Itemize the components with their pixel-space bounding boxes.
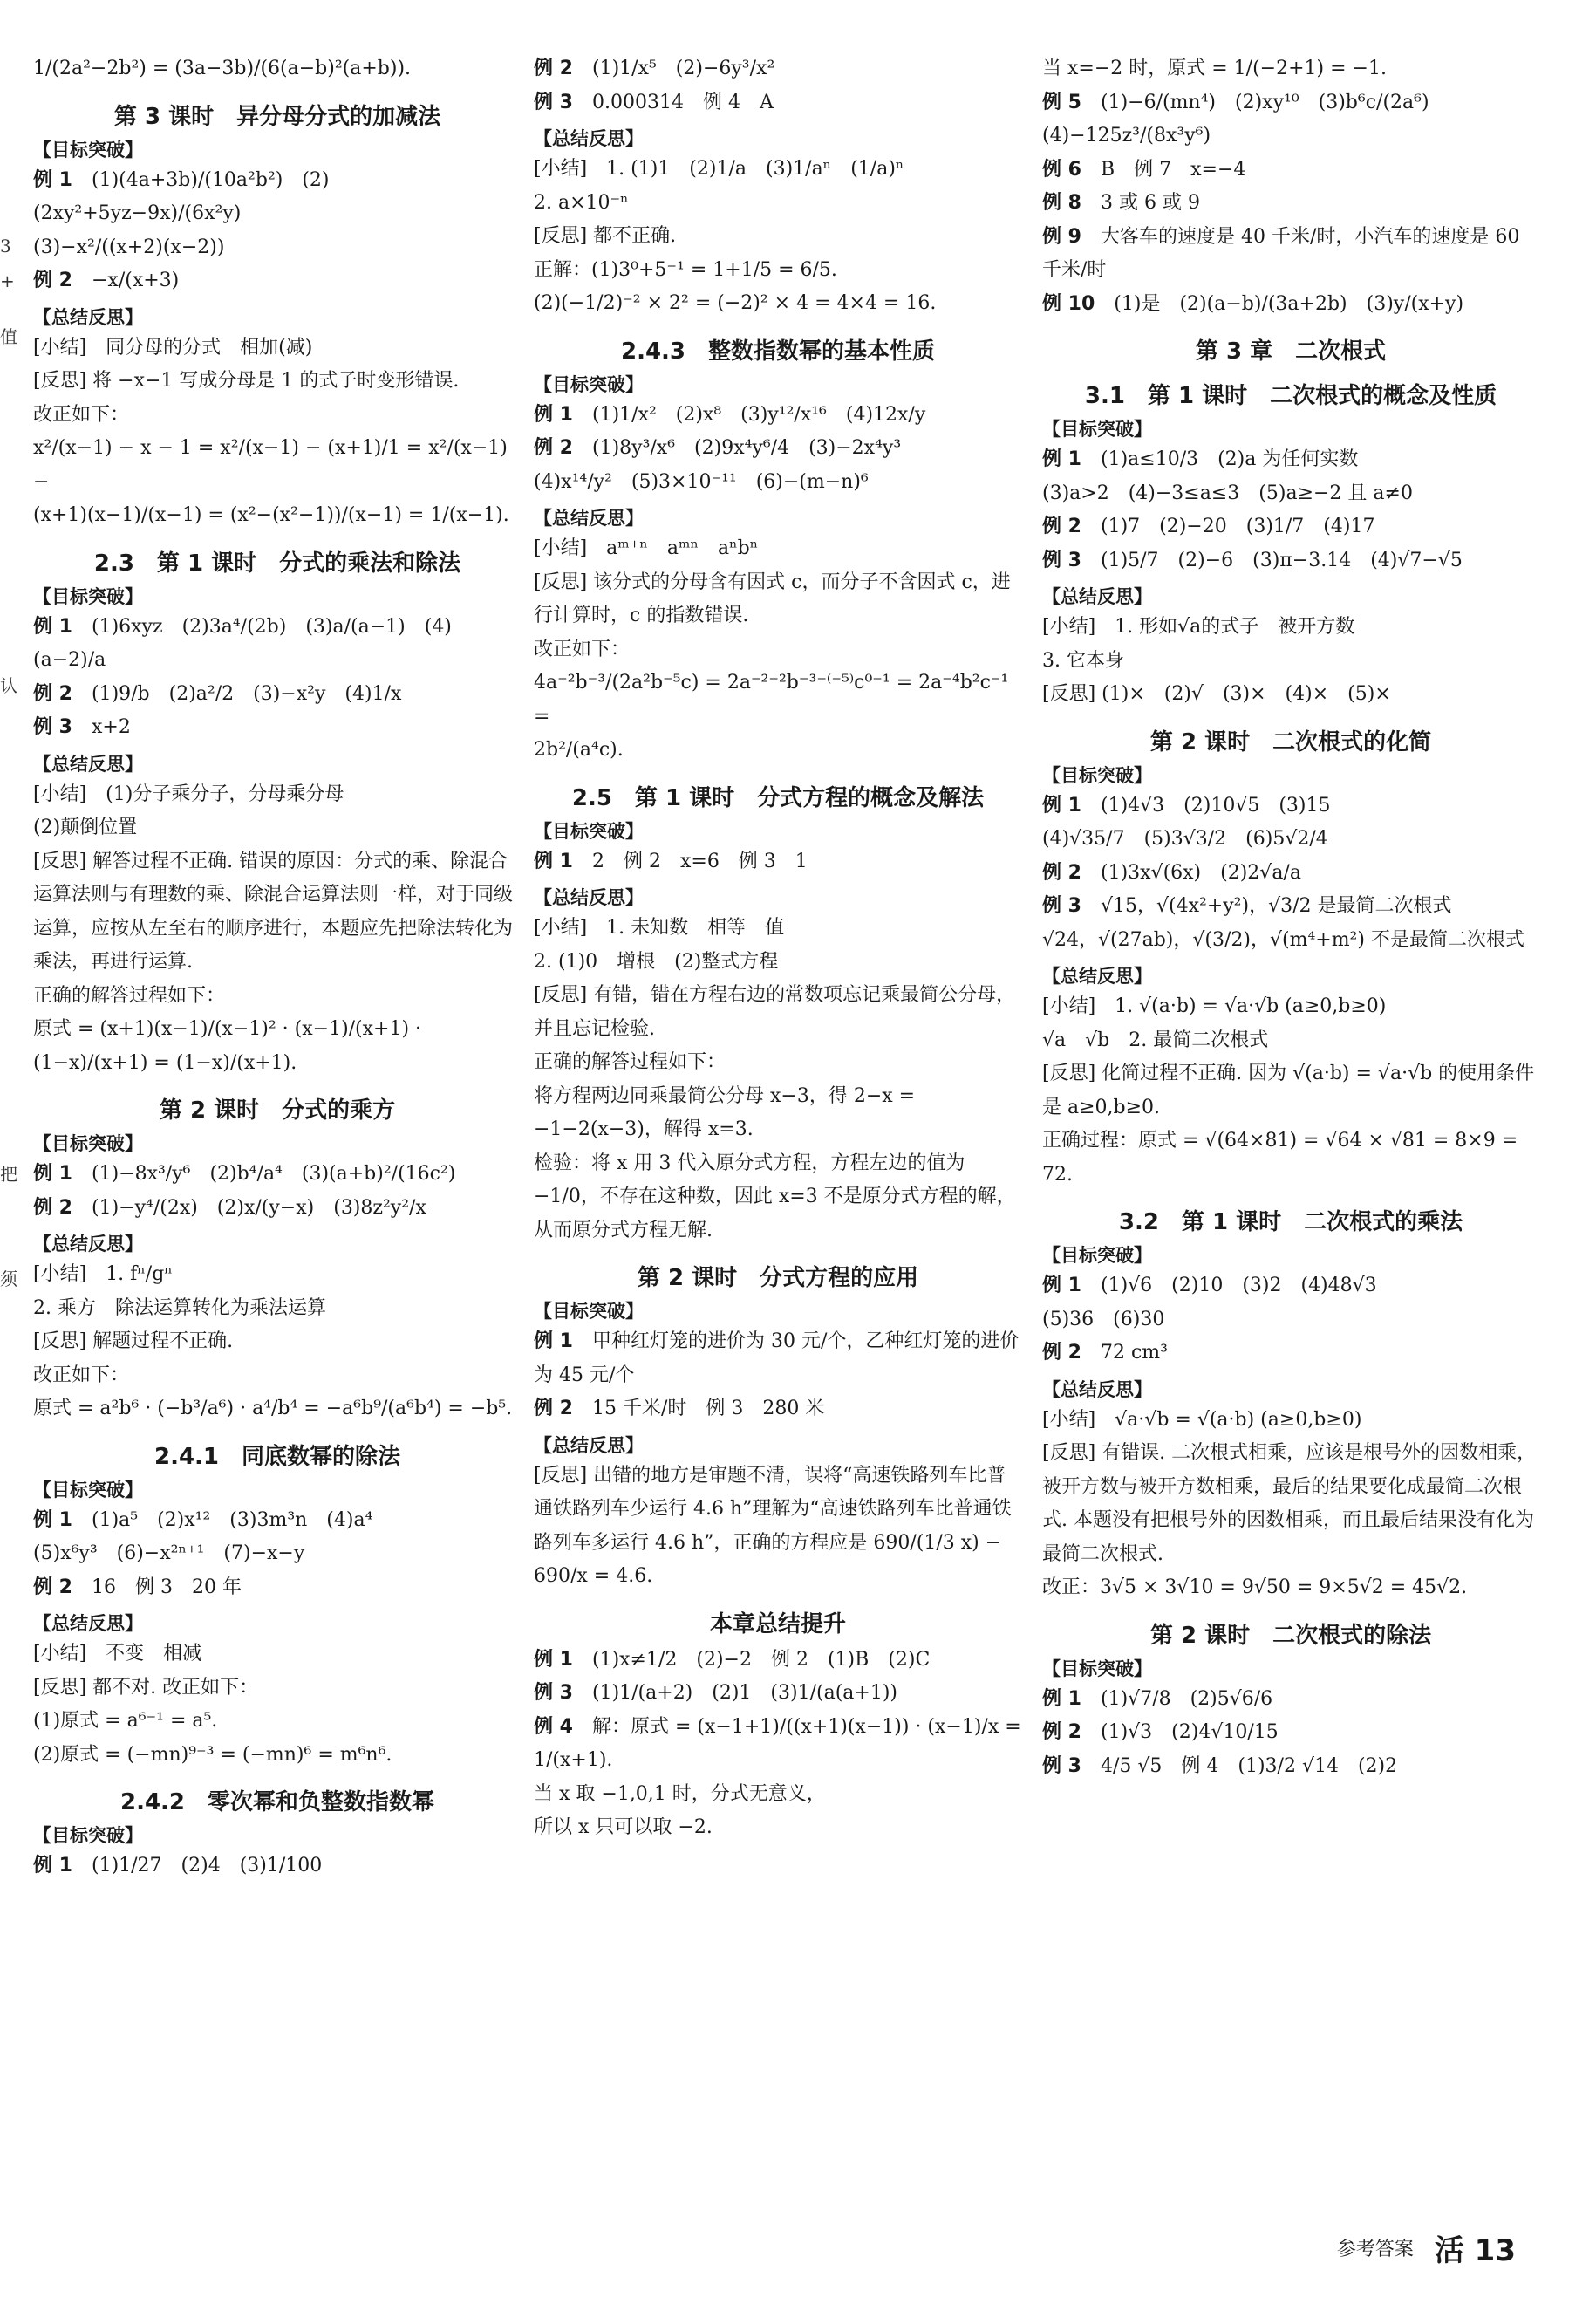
section-tag: 【目标突破】 xyxy=(33,1825,143,1846)
answer-text: [小结] √a·√b = √(a·b) (a≥0,b≥0) xyxy=(1042,1408,1362,1431)
answer-text: 改正如下： xyxy=(534,638,631,660)
section-tag: 【目标突破】 xyxy=(534,820,644,842)
answer-line xyxy=(534,1778,1022,1812)
answer-line xyxy=(1042,477,1539,511)
example-label: 例 1 xyxy=(534,1330,573,1352)
answer-text: [反思] 有错，错在方程右边的常数项忘记乘最简公分母，并且忘记检验. xyxy=(534,984,1016,1040)
answer-text: (1)√3 (2)4√10/15 xyxy=(1100,1721,1279,1743)
answer-text: 大客车的速度是 40 千米/时，小汽车的速度是 60 千米/时 xyxy=(1042,225,1520,281)
example-label: 例 3 xyxy=(33,716,72,738)
answer-line xyxy=(1042,990,1539,1024)
answer-text: (4)√35/7 (5)3√3/2 (6)5√2/4 xyxy=(1042,828,1328,850)
answer-line xyxy=(1042,1437,1539,1571)
answer-text: [小结] 1. fⁿ/gⁿ xyxy=(33,1263,173,1285)
answer-line xyxy=(1042,443,1539,477)
answer-line xyxy=(33,1504,522,1538)
answer-line xyxy=(534,1392,1022,1426)
answer-text: 当 x=−2 时，原式 = 1/(−2+1) = −1. xyxy=(1042,58,1387,79)
section-tag: 【总结反思】 xyxy=(33,306,143,328)
section-tag: 【目标突破】 xyxy=(1042,1658,1152,1679)
answer-line xyxy=(534,667,1022,734)
answer-line xyxy=(534,946,1022,980)
answer-line xyxy=(534,1147,1022,1248)
example-label: 例 5 xyxy=(1042,91,1081,113)
answer-text: [反思] 出错的地方是审题不清，误将“高速铁路列车比普通铁路列车少运行 4.6 h”理解为“高速铁路列车比普通铁路列车多运行 4.6 h”，正确的方程应是 690/(1/3 x) − 690/x = 4.6. xyxy=(534,1464,1012,1587)
example-label: 例 1 xyxy=(1042,1687,1081,1710)
section-tag: 【目标突破】 xyxy=(1042,419,1152,440)
answer-text: 正解：(1)3⁰+5⁻¹ = 1+1/5 = 6/5. xyxy=(534,258,837,281)
example-label: 例 1 xyxy=(33,615,72,638)
answer-line xyxy=(33,1739,522,1773)
answer-text: [反思] 化简过程不正确. 因为 √(a·b) = √a·√b 的使用条件是 a≥0,b≥0. xyxy=(1042,1063,1535,1118)
answer-text: B 例 7 x=−4 xyxy=(1100,158,1246,181)
answer-line xyxy=(534,845,1022,879)
section-tag: 【目标突破】 xyxy=(33,1133,143,1154)
answer-line xyxy=(1042,678,1539,712)
answer-line xyxy=(534,86,1022,120)
answer-line xyxy=(534,399,1022,433)
section-tag: 【目标突破】 xyxy=(1042,1245,1152,1266)
answer-line xyxy=(1042,611,1539,645)
footer-label: 参考答案 xyxy=(1336,2239,1414,2260)
section-tag: 【总结反思】 xyxy=(1042,1378,1152,1400)
answer-text: √15，√(4x²+y²)，√3/2 是最简二次根式 xyxy=(1100,895,1452,917)
answer-text: (4)x¹⁴/y² (5)3×10⁻¹¹ (6)−(m−n)⁶ xyxy=(534,470,869,493)
answer-text: 原式 = a²b⁶ · (−b³/a⁶) · a⁴/b⁴ = −a⁶b⁹/(a⁶b⁴) = −b⁵. xyxy=(33,1398,513,1419)
example-label: 例 2 xyxy=(33,1196,72,1219)
example-label: 例 2 xyxy=(33,682,72,705)
example-label: 例 8 xyxy=(1042,192,1081,214)
section-heading: 2.4.2 零次幂和负整数指数幂 xyxy=(119,1789,435,1815)
answer-line xyxy=(1042,52,1539,86)
answer-line xyxy=(33,1705,522,1739)
section-heading: 第 3 章 二次根式 xyxy=(1195,338,1387,365)
example-label: 例 1 xyxy=(534,403,573,426)
answer-line xyxy=(1042,154,1539,188)
example-label: 例 1 xyxy=(534,1648,573,1671)
answer-line xyxy=(534,912,1022,946)
example-label: 例 2 xyxy=(1042,861,1081,884)
section-tag: 【总结反思】 xyxy=(33,1613,143,1634)
answer-text: (1)(4a+3b)/(10a²b²) (2)(2xy²+5yz−9x)/(6x²y) xyxy=(33,168,330,224)
example-label: 例 1 xyxy=(33,168,72,191)
answer-text: 2b²/(a⁴c). xyxy=(534,739,624,761)
margin-fragment: 认 xyxy=(0,675,17,696)
answer-text: (x+1)(x−1)/(x−1) = (x²−(x²−1))/(x−1) = 1/(x−1). xyxy=(33,504,509,526)
answer-text: 4/5 √5 例 4 (1)3/2 √14 (2)2 xyxy=(1100,1754,1398,1777)
answer-line xyxy=(1042,86,1539,154)
section-heading: 2.4.1 同底数幂的除法 xyxy=(153,1443,401,1470)
answer-line xyxy=(1042,890,1539,924)
answer-line xyxy=(33,1672,522,1706)
answer-text: [反思] 解题过程不正确. xyxy=(33,1330,234,1352)
example-label: 例 2 xyxy=(33,270,72,291)
answer-text: [小结] 同分母的分式 相加(减) xyxy=(33,336,313,359)
answer-line xyxy=(534,287,1022,321)
answer-line xyxy=(534,1677,1022,1711)
answer-text: 原式 = (x+1)(x−1)/(x−1)² · (x−1)/(x+1) · (1−x)/(x+1) = (1−x)/(x+1). xyxy=(33,1018,422,1074)
answer-text: 1/(2a²−2b²) = (3a−3b)/(6(a−b)²(a+b)). xyxy=(33,58,412,79)
section-tag: 【目标突破】 xyxy=(33,139,143,161)
answer-text: [小结] (1)分子乘分子，分母乘分母 xyxy=(33,783,344,805)
answer-line xyxy=(1042,790,1539,824)
answer-text: (5)36 (6)30 xyxy=(1042,1308,1165,1330)
answer-line xyxy=(534,1644,1022,1678)
answer-text: (1)9/b (2)a²/2 (3)−x²y (4)1/x xyxy=(91,682,402,705)
section-heading: 2.5 第 1 课时 分式方程的概念及解法 xyxy=(571,784,985,811)
section-tag: 【目标突破】 xyxy=(1042,764,1152,786)
answer-text: 将方程两边同乘最简公分母 x−3，得 2−x = −1−2(x−3)，解得 x=3. xyxy=(534,1084,916,1140)
margin-fragment: 3 xyxy=(0,236,11,256)
answer-line xyxy=(534,566,1022,633)
answer-text: (1)1/27 (2)4 (3)1/100 xyxy=(91,1855,323,1877)
answer-line xyxy=(1042,1024,1539,1058)
answer-text: 16 例 3 20 年 xyxy=(91,1576,242,1598)
example-label: 例 2 xyxy=(1042,1342,1081,1364)
answer-text: x+2 xyxy=(91,716,131,738)
example-label: 例 1 xyxy=(1042,1275,1081,1296)
answer-text: −x/(x+3) xyxy=(91,270,180,291)
section-tag: 【总结反思】 xyxy=(33,753,143,775)
answer-line xyxy=(33,1192,522,1226)
answer-line xyxy=(33,1258,522,1292)
answer-text: (1)1/(a+2) (2)1 (3)1/(a(a+1)) xyxy=(591,1682,897,1704)
example-label: 例 3 xyxy=(534,1682,573,1704)
page-number xyxy=(1435,2226,1516,2269)
answer-line xyxy=(33,432,522,499)
answer-line xyxy=(1042,1269,1539,1303)
answer-text: (2)(−1/2)⁻² × 2² = (−2)² × 4 = 4×4 = 16. xyxy=(534,292,937,314)
answer-line xyxy=(1042,1404,1539,1438)
answer-text: 正确的解答过程如下： xyxy=(534,1051,726,1073)
section-tag: 【总结反思】 xyxy=(33,1234,143,1255)
answer-text: 解：原式 = (x−1+1)/((x+1)(x−1)) · (x−1)/x = 1/(x+1). xyxy=(534,1715,1021,1771)
answer-text: √24，√(27ab)，√(3/2)，√(m⁴+m²) 不是最简二次根式 xyxy=(1042,928,1524,951)
answer-text: [小结] 1. 形如√a的式子 被开方数 xyxy=(1042,616,1355,638)
answer-line xyxy=(33,678,522,712)
answer-column-3 xyxy=(1042,52,1539,1783)
answer-line xyxy=(1042,288,1539,322)
answer-line xyxy=(534,1811,1022,1845)
answer-text: (5)x⁶y³ (6)−x²ⁿ⁺¹ (7)−x−y xyxy=(33,1542,305,1564)
answer-line xyxy=(534,979,1022,1046)
answer-line xyxy=(33,1571,522,1605)
answer-line xyxy=(1042,510,1539,544)
answer-column-1 xyxy=(33,52,522,1884)
section-tag: 【目标突破】 xyxy=(33,585,143,607)
answer-line xyxy=(33,778,522,812)
answer-line xyxy=(534,734,1022,768)
answer-text: [小结] 1. √(a·b) = √a·√b (a≥0,b≥0) xyxy=(1042,995,1387,1017)
answer-text: (1)7 (2)−20 (3)1/7 (4)17 xyxy=(1100,516,1375,537)
answer-text: (1)是 (2)(a−b)/(3a+2b) (3)y/(x+y) xyxy=(1114,292,1464,315)
answer-line xyxy=(33,264,522,298)
answer-text: (1)−y⁴/(2x) (2)x/(y−x) (3)8z²y²/x xyxy=(91,1196,426,1219)
example-label: 例 1 xyxy=(1042,794,1081,817)
answer-line xyxy=(33,1292,522,1326)
answer-text: 所以 x 只可以取 −2. xyxy=(534,1816,713,1838)
answer-line xyxy=(534,220,1022,254)
example-label: 例 2 xyxy=(1042,516,1081,537)
answer-text: (1)√6 (2)10 (3)2 (4)48√3 xyxy=(1100,1275,1377,1296)
example-label: 例 10 xyxy=(1042,292,1095,315)
answer-text: (1)6xyz (2)3a⁴/(2b) (3)a/(a−1) (4)(a−2)/a xyxy=(33,615,452,671)
answer-line xyxy=(33,711,522,745)
answer-line xyxy=(1042,857,1539,891)
answer-text: (2)颠倒位置 xyxy=(33,817,138,838)
answer-line xyxy=(1042,1683,1539,1717)
example-label: 例 3 xyxy=(1042,1754,1081,1777)
answer-line xyxy=(33,164,522,231)
answer-line xyxy=(33,1325,522,1359)
answer-text: [反思] (1)× (2)√ (3)× (4)× (5)× xyxy=(1042,683,1391,705)
example-label: 例 1 xyxy=(33,1508,72,1531)
answer-text: [小结] 1. 未知数 相等 值 xyxy=(534,917,785,939)
answer-text: [反思] 该分式的分母含有因式 c，而分子不含因式 c，进行计算时，c 的指数错误. xyxy=(534,571,1011,626)
example-label: 例 6 xyxy=(1042,158,1081,181)
answer-line xyxy=(33,332,522,366)
section-tag: 【总结反思】 xyxy=(1042,966,1152,987)
section-tag: 【总结反思】 xyxy=(534,887,644,908)
answer-line xyxy=(33,1537,522,1571)
section-tag: 【目标突破】 xyxy=(534,373,644,395)
answer-line xyxy=(33,365,522,399)
example-label: 例 1 xyxy=(534,850,573,872)
answer-line xyxy=(534,466,1022,500)
example-label: 例 3 xyxy=(534,91,573,113)
answer-line xyxy=(534,1711,1022,1778)
answer-text: 改正：3√5 × 3√10 = 9√50 = 9×5√2 = 45√2. xyxy=(1042,1576,1468,1598)
answer-text: 正确的解答过程如下： xyxy=(33,984,226,1007)
answer-text: 改正如下： xyxy=(33,1364,130,1386)
answer-text: [小结] aᵐ⁺ⁿ aᵐⁿ aⁿbⁿ xyxy=(534,537,759,559)
section-heading: 2.3 第 1 课时 分式的乘法和除法 xyxy=(93,550,461,577)
section-heading: 3.1 第 1 课时 二次根式的概念及性质 xyxy=(1084,383,1497,409)
section-tag: 【目标突破】 xyxy=(33,1479,143,1501)
answer-text: 正确过程：原式 = √(64×81) = √64 × √81 = 8×9 = 72. xyxy=(1042,1130,1518,1186)
answer-line xyxy=(1042,1716,1539,1750)
answer-line xyxy=(534,153,1022,187)
answer-text: (1)原式 = a⁶⁻¹ = a⁵. xyxy=(33,1710,218,1732)
answer-text: (2)原式 = (−mn)⁹⁻³ = (−mn)⁶ = m⁶n⁶. xyxy=(33,1743,392,1766)
answer-text: 检验：将 x 用 3 代入原分式方程，方程左边的值为 −1/0，不存在这种数，因此 x=3 不是原分式方程的解，从而原分式方程无解. xyxy=(534,1152,1016,1241)
answer-text: 3 或 6 或 9 xyxy=(1100,192,1200,214)
answer-line xyxy=(33,1359,522,1393)
answer-line xyxy=(1042,823,1539,857)
answer-line xyxy=(33,231,522,265)
answer-line xyxy=(33,1392,522,1426)
answer-text: (1)√7/8 (2)5√6/6 xyxy=(1100,1687,1273,1710)
section-tag: 【总结反思】 xyxy=(534,1434,644,1456)
answer-line xyxy=(1042,221,1539,288)
answer-line xyxy=(1042,1571,1539,1605)
section-tag: 【目标突破】 xyxy=(534,1301,644,1322)
answer-line xyxy=(534,1080,1022,1147)
answer-line xyxy=(1042,924,1539,958)
answer-line xyxy=(534,1325,1022,1392)
answer-text: (3)a>2 (4)−3≤a≤3 (5)a≥−2 且 a≠0 xyxy=(1042,482,1413,504)
answer-line xyxy=(1042,1750,1539,1784)
answer-line xyxy=(534,633,1022,667)
answer-text: (1)8y³/x⁶ (2)9x⁴y⁶/4 (3)−2x⁴y³ xyxy=(591,437,902,459)
answer-line xyxy=(33,1013,522,1080)
answer-text: 3. 它本身 xyxy=(1042,649,1124,672)
section-heading: 第 2 课时 二次根式的除法 xyxy=(1149,1622,1432,1649)
answer-text: [反思] 将 −x−1 写成分母是 1 的式子时变形错误. xyxy=(33,370,460,392)
answer-line xyxy=(534,52,1022,86)
answer-line xyxy=(534,254,1022,288)
answer-line xyxy=(534,1046,1022,1080)
answer-text: (1)−8x³/y⁶ (2)b⁴/a⁴ (3)(a+b)²/(16c²) xyxy=(91,1163,456,1185)
section-heading: 本章总结提升 xyxy=(709,1610,846,1637)
section-heading: 第 3 课时 异分母分式的加减法 xyxy=(113,103,441,130)
answer-text: 0.000314 例 4 A xyxy=(591,91,774,113)
example-label: 例 2 xyxy=(534,437,573,459)
answer-text: (1)4√3 (2)10√5 (3)15 xyxy=(1100,794,1331,817)
answer-line xyxy=(534,1460,1022,1594)
section-tag: 【总结反思】 xyxy=(1042,586,1152,607)
answer-text: [反思] 解答过程不正确. 错误的原因：分式的乘、除混合运算法则与有理数的乘、除混合运算法则一样，对于同级运算，应按从左至右的顺序进行，本题应先把除法转化为乘法，再进行运算. xyxy=(33,850,514,973)
example-label: 例 4 xyxy=(534,1715,573,1738)
answer-line xyxy=(33,811,522,845)
example-label: 例 2 xyxy=(534,58,573,79)
answer-text: [小结] 1. (1)1 (2)1/a (3)1/aⁿ (1/a)ⁿ xyxy=(534,158,904,180)
answer-line xyxy=(33,1158,522,1192)
section-tag: 【总结反思】 xyxy=(534,508,644,529)
answer-text: (3)−x²/((x+2)(x−2)) xyxy=(33,236,225,258)
answer-text: [小结] 不变 相减 xyxy=(33,1643,202,1665)
margin-fragment: 值 xyxy=(0,326,17,347)
answer-line xyxy=(33,499,522,533)
example-label: 例 3 xyxy=(1042,549,1081,571)
answer-text: x²/(x−1) − x − 1 = x²/(x−1) − (x+1)/1 = x²/(x−1) − xyxy=(33,437,508,493)
page-prefix: 活 xyxy=(1434,2233,1464,2268)
example-label: 例 2 xyxy=(534,1398,573,1419)
answer-text: 2. (1)0 增根 (2)整式方程 xyxy=(534,950,779,973)
answer-text: 改正如下： xyxy=(33,403,130,426)
answer-line xyxy=(33,980,522,1014)
answer-text: √a √b 2. 最简二次根式 xyxy=(1042,1029,1269,1051)
answer-text: 当 x 取 −1,0,1 时，分式无意义， xyxy=(534,1782,826,1805)
example-label: 例 2 xyxy=(33,1576,72,1598)
answer-text: (1)1/x² (2)x⁸ (3)y¹²/x¹⁶ (4)12x/y xyxy=(591,403,926,426)
section-heading: 2.4.3 整数指数幂的基本性质 xyxy=(620,338,936,365)
answer-line xyxy=(1042,544,1539,578)
answer-line xyxy=(1042,187,1539,221)
answer-text: (1)3x√(6x) (2)2√a/a xyxy=(1100,861,1301,884)
section-tag: 【总结反思】 xyxy=(534,128,644,149)
answer-text: (1)5/7 (2)−6 (3)π−3.14 (4)√7−√5 xyxy=(1100,549,1463,571)
answer-text: 2. a×10⁻ⁿ xyxy=(534,191,629,214)
example-label: 例 3 xyxy=(1042,895,1081,917)
example-label: 例 2 xyxy=(1042,1721,1081,1743)
answer-text: 4a⁻²b⁻³/(2a²b⁻⁵c) = 2a⁻²⁻²b⁻³⁻⁽⁻⁵⁾c⁰⁻¹ = 2a⁻⁴b²c⁻¹ = xyxy=(534,672,1009,728)
answer-line xyxy=(534,432,1022,466)
answer-column-2 xyxy=(534,52,1022,1845)
answer-line xyxy=(1042,1125,1539,1192)
margin-fragment: + xyxy=(0,270,15,291)
page-footer xyxy=(1337,2226,1516,2269)
answer-text: (1)x≠1/2 (2)−2 例 2 (1)B (2)C xyxy=(591,1648,931,1671)
answer-text: (1)a≤10/3 (2)a 为任何实数 xyxy=(1100,448,1359,470)
answer-line xyxy=(33,611,522,678)
answer-text: 15 千米/时 例 3 280 米 xyxy=(591,1398,825,1419)
answer-line xyxy=(1042,645,1539,679)
example-label: 例 1 xyxy=(1042,448,1081,470)
section-heading: 第 2 课时 分式的乘方 xyxy=(159,1097,396,1124)
answer-line xyxy=(33,52,522,86)
answer-text: (1)1/x⁵ (2)−6y³/x² xyxy=(591,58,775,79)
section-heading: 3.2 第 1 课时 二次根式的乘法 xyxy=(1118,1209,1463,1235)
answer-line xyxy=(33,1637,522,1672)
answer-line xyxy=(33,1849,522,1884)
example-label: 例 9 xyxy=(1042,225,1081,248)
answer-text: 甲种红灯笼的进价为 30 元/个，乙种红灯笼的进价为 45 元/个 xyxy=(534,1330,1020,1386)
answer-text: [反思] 都不正确. xyxy=(534,225,677,247)
answer-line xyxy=(33,845,522,980)
example-label: 例 1 xyxy=(33,1855,72,1877)
answer-text: [反思] 都不对. 改正如下： xyxy=(33,1676,259,1699)
answer-line xyxy=(1042,1337,1539,1371)
answer-text: 72 cm³ xyxy=(1100,1342,1168,1364)
answer-line xyxy=(534,187,1022,221)
margin-fragment: 把 xyxy=(0,1164,17,1185)
answer-text: 2 例 2 x=6 例 3 1 xyxy=(591,850,808,872)
answer-line xyxy=(1042,1303,1539,1337)
answer-line xyxy=(534,532,1022,566)
section-heading: 第 2 课时 二次根式的化简 xyxy=(1149,728,1432,755)
answer-line xyxy=(1042,1057,1539,1125)
answer-text: [反思] 有错误. 二次根式相乘，应该是根号外的因数相乘，被开方数与被开方数相乘，最后的结果要化成最简二次根式. 本题没有把根号外的因数相乘，而且最后结果没有化为最简二次根式. xyxy=(1042,1442,1537,1565)
answer-text: 2. 乘方 除法运算转化为乘法运算 xyxy=(33,1296,326,1319)
example-label: 例 1 xyxy=(33,1163,72,1185)
answer-text: (1)−6/(mn⁴) (2)xy¹⁰ (3)b⁶c/(2a⁶) (4)−125z³/(8x³y⁶) xyxy=(1042,91,1449,147)
answer-text: (1)a⁵ (2)x¹² (3)3m³n (4)a⁴ xyxy=(91,1508,373,1531)
page-number-value: 13 xyxy=(1474,2233,1516,2268)
answer-line xyxy=(33,399,522,433)
section-heading: 第 2 课时 分式方程的应用 xyxy=(637,1265,919,1291)
margin-fragment: 须 xyxy=(0,1268,17,1289)
